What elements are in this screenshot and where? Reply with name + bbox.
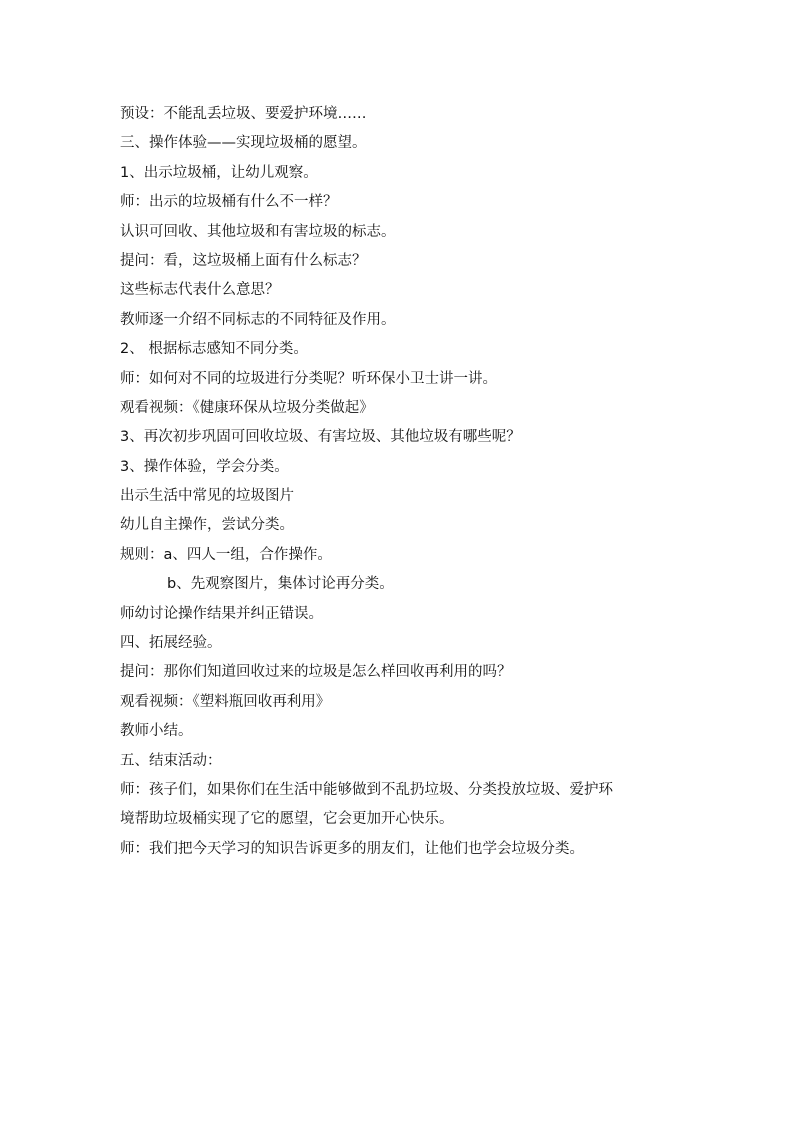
text-line: 境帮助垃圾桶实现了它的愿望，它会更加开心快乐。 <box>120 811 454 828</box>
text-line: 师幼讨论操作结果并纠正错误。 <box>120 605 323 622</box>
text-line: 教师小结。 <box>120 723 193 740</box>
text-line: 师：出示的垃圾桶有什么不一样？ <box>120 194 338 211</box>
section-heading: 四、拓展经验。 <box>120 635 222 652</box>
section-heading: 五、结束活动： <box>120 752 222 769</box>
text-line: 这些标志代表什么意思？ <box>120 282 280 299</box>
text-line: 预设：不能乱丢垃圾、要爱护环境…… <box>120 106 367 122</box>
text-line: 出示生活中常见的垃圾图片 <box>120 488 294 505</box>
text-line: 认识可回收、其他垃圾和有害垃圾的标志。 <box>120 223 396 240</box>
text-line: 1、出示垃圾桶，让幼儿观察。 <box>120 164 318 181</box>
lesson-plan-text <box>120 100 680 864</box>
text-line: 观看视频：《塑料瓶回收再利用》 <box>120 693 331 710</box>
section-heading: 三、操作体验——实现垃圾桶的愿望。 <box>120 135 367 152</box>
text-line: 提问：看，这垃圾桶上面有什么标志？ <box>120 252 367 269</box>
text-line: 3、操作体验，学会分类。 <box>120 458 289 475</box>
text-line: 3、再次初步巩固可回收垃圾、有害垃圾、其他垃圾有哪些呢？ <box>120 429 521 446</box>
text-line: 2、 根据标志感知不同分类。 <box>120 341 308 358</box>
rule-line: 规则：a、四人一组，合作操作。 <box>120 546 332 563</box>
rule-line-indented: b、先观察图片，集体讨论再分类。 <box>167 576 394 593</box>
text-line: 教师逐一介绍不同标志的不同特征及作用。 <box>120 311 396 328</box>
text-line: 师：我们把今天学习的知识告诉更多的朋友们，让他们也学会垃圾分类。 <box>120 840 584 857</box>
text-line: 师：如何对不同的垃圾进行分类呢？听环保小卫士讲一讲。 <box>120 370 497 387</box>
text-line: 观看视频：《健康环保从垃圾分类做起》 <box>120 399 374 416</box>
text-line: 幼儿自主操作，尝试分类。 <box>120 517 294 534</box>
text-line: 提问：那你们知道回收过来的垃圾是怎么样回收再利用的吗？ <box>120 664 512 681</box>
text-line: 师：孩子们，如果你们在生活中能够做到不乱扔垃圾、分类投放垃圾、爱护环 <box>120 781 613 798</box>
